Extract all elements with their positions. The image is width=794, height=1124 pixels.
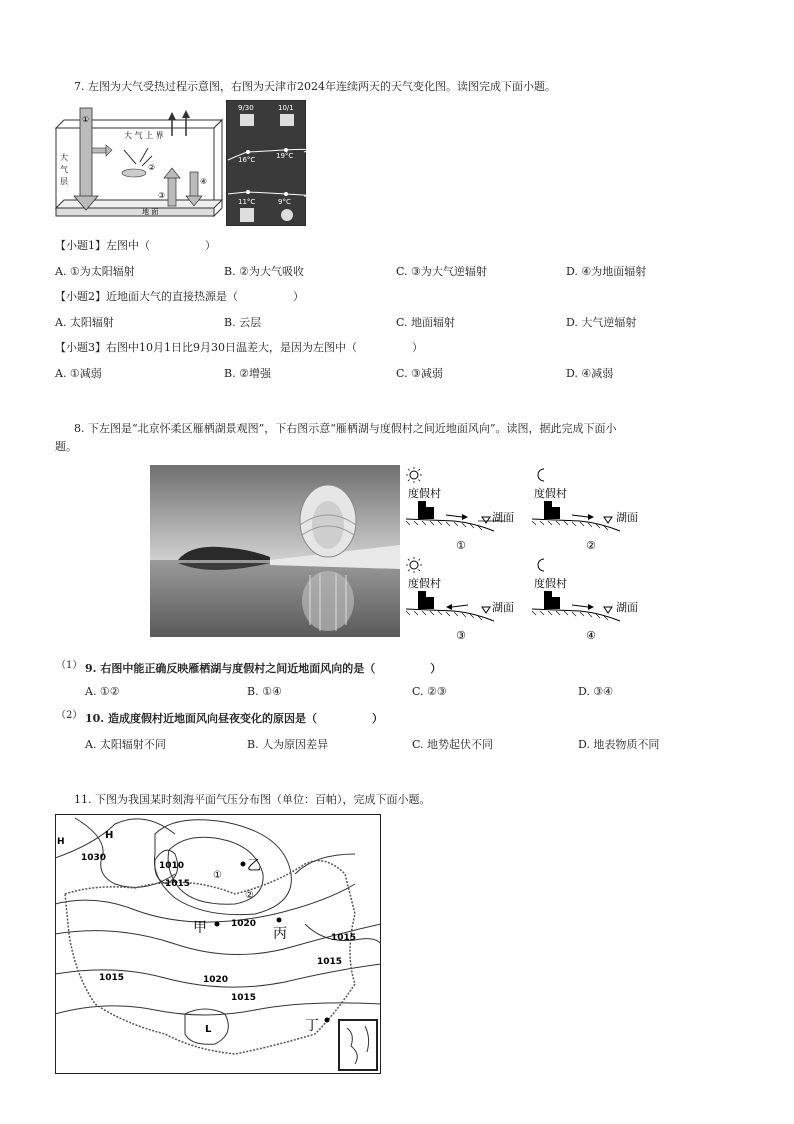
- q7-sub2-option-c[interactable]: C. 地面辐射: [396, 316, 456, 329]
- high-temp-2: 19°C: [276, 152, 294, 160]
- q9-option-d[interactable]: D. ③④: [578, 685, 614, 698]
- low-pressure-label: L: [205, 1024, 212, 1035]
- side-label-1: 大: [60, 153, 68, 162]
- place-yi: 乙: [247, 858, 261, 874]
- isobar-label-1015-e: 1015: [317, 957, 343, 967]
- q7-sub2-option-d[interactable]: D. 大气逆辐射: [566, 316, 637, 329]
- panel-number-2: ②: [586, 539, 596, 552]
- date-1: 9/30: [238, 104, 254, 112]
- moon-icon: [538, 559, 544, 571]
- q9-option-c[interactable]: C. ②③: [412, 685, 447, 698]
- top-boundary-label: 大 气 上 界: [124, 131, 164, 140]
- q7-sub1-option-b[interactable]: B. ②为大气吸收: [224, 265, 304, 278]
- q7-sub3-option-a[interactable]: A. ①减弱: [55, 367, 102, 380]
- isobar-label-1015-a: 1015: [165, 879, 191, 889]
- q9-number: （1）: [56, 660, 83, 671]
- q9-text: 9. 右图中能正确反映雁栖湖与度假村之间近地面风向的是（ ）: [85, 662, 442, 675]
- sea-level-pressure-map: [55, 814, 381, 1074]
- atmosphere-heating-diagram: [54, 100, 226, 226]
- side-label-2: 气: [60, 165, 68, 174]
- q7-sub2-option-b[interactable]: B. 云层: [224, 316, 262, 329]
- panel-number-3: ③: [456, 629, 466, 642]
- isobar-label-1020-a: 1020: [231, 919, 257, 929]
- q7-sub3-option-b[interactable]: B. ②增强: [224, 367, 271, 380]
- q7-sub1-option-a[interactable]: A. ①为太阳辐射: [55, 265, 135, 278]
- side-label-3: 层: [60, 177, 68, 186]
- isobar-label-1015-d: 1015: [331, 933, 357, 943]
- q7-sub3-option-d[interactable]: D. ④减弱: [566, 367, 614, 380]
- q10-number: （2）: [56, 710, 83, 721]
- marker-2: ②: [148, 163, 156, 172]
- high-pressure-label-2: H: [57, 837, 65, 847]
- isobar-label-1030: 1030: [81, 853, 107, 863]
- resort-label-3: 度假村: [408, 577, 441, 590]
- q7-sub1-option-c[interactable]: C. ③为大气逆辐射: [396, 265, 487, 278]
- moon-icon: [281, 209, 293, 221]
- low-temp-1: 11°C: [238, 198, 256, 206]
- q8-stem-line1: 8. 下左图是“北京怀柔区雁栖湖景观图”，下右图示意“雁栖湖与度假村之间近地面风向”。读图，据此完成下面小: [74, 422, 617, 435]
- lake-label-3: 湖面: [492, 601, 514, 614]
- q11-stem: 11. 下图为我国某时刻海平面气压分布图（单位：百帕），完成下面小题。: [74, 793, 431, 806]
- q10-option-c[interactable]: C. 地势起伏不同: [412, 738, 494, 751]
- marker-4: ④: [200, 177, 208, 186]
- sunny-icon: [280, 114, 294, 126]
- q9-option-b[interactable]: B. ①④: [247, 685, 282, 698]
- q10-option-b[interactable]: B. 人为原因差异: [247, 738, 329, 751]
- q10-option-d[interactable]: D. 地表物质不同: [578, 738, 660, 751]
- lake-label-4: 湖面: [616, 601, 638, 614]
- high-temp-1: 16°C: [238, 156, 256, 164]
- place-ding: 丁: [305, 1018, 319, 1034]
- panel-number-1: ①: [456, 539, 466, 552]
- panel-number-4: ④: [586, 629, 596, 642]
- place-bing: 丙: [273, 926, 287, 942]
- cloudy-night-icon: [240, 208, 254, 222]
- wind-direction-diagrams: [404, 465, 654, 643]
- wind-panel-2: [532, 469, 638, 552]
- q8-stem-line2: 题。: [55, 440, 77, 453]
- wind-panel-1: [406, 467, 514, 552]
- south-china-sea-inset: [339, 1020, 377, 1070]
- ground-label: 地 面: [142, 208, 159, 216]
- resort-label-1: 度假村: [408, 487, 441, 500]
- lake-label-2: 湖面: [616, 511, 638, 524]
- isobar-label-1020-b: 1020: [203, 975, 229, 985]
- q7-sub3-option-c[interactable]: C. ③减弱: [396, 367, 443, 380]
- isobar-label-1010: 1010: [159, 861, 185, 871]
- high-pressure-label-1: H: [105, 830, 114, 841]
- q10-text: 10. 造成度假村近地面风向昼夜变化的原因是（ ）: [85, 712, 383, 725]
- q7-sub3-label: 【小题3】右图中10月1日比9月30日温差大，是因为左图中（ ）: [55, 341, 423, 354]
- sun-icon: [410, 561, 418, 569]
- sun-icon: [410, 471, 418, 479]
- cloudy-sun-icon: [240, 114, 254, 126]
- place-jia: 甲: [193, 920, 207, 936]
- marker-1: ①: [82, 115, 90, 124]
- yanqi-lake-photo: [150, 465, 400, 637]
- wind-panel-3: [406, 557, 514, 642]
- wind-panel-4: [532, 559, 638, 642]
- isobar-label-1015-b: 1015: [231, 993, 257, 1003]
- low-temp-2: 9°C: [278, 198, 291, 206]
- marker-circle-2: ②: [245, 890, 254, 901]
- resort-label-4: 度假村: [534, 577, 567, 590]
- q7-sub1-label: 【小题1】左图中（ ）: [55, 239, 216, 252]
- q7-stem: 7. 左图为大气受热过程示意图，右图为天津市2024年连续两天的天气变化图。读图完成下面小题。: [74, 80, 556, 93]
- q7-sub1-option-d[interactable]: D. ④为地面辐射: [566, 265, 647, 278]
- q7-sub2-label: 【小题2】近地面大气的直接热源是（ ）: [55, 290, 304, 303]
- marker-circle-1: ①: [213, 870, 222, 881]
- date-2: 10/1: [278, 104, 294, 112]
- q10-option-a[interactable]: A. 太阳辐射不同: [85, 738, 166, 751]
- q7-sub2-option-a[interactable]: A. 太阳辐射: [55, 316, 114, 329]
- lake-label-1: 湖面: [492, 511, 514, 524]
- isobar-label-1015-c: 1015: [99, 973, 125, 983]
- marker-3: ③: [158, 191, 166, 200]
- resort-label-2: 度假村: [534, 487, 567, 500]
- q9-option-a[interactable]: A. ①②: [85, 685, 120, 698]
- moon-icon: [538, 469, 544, 481]
- weather-change-panel: [226, 100, 306, 226]
